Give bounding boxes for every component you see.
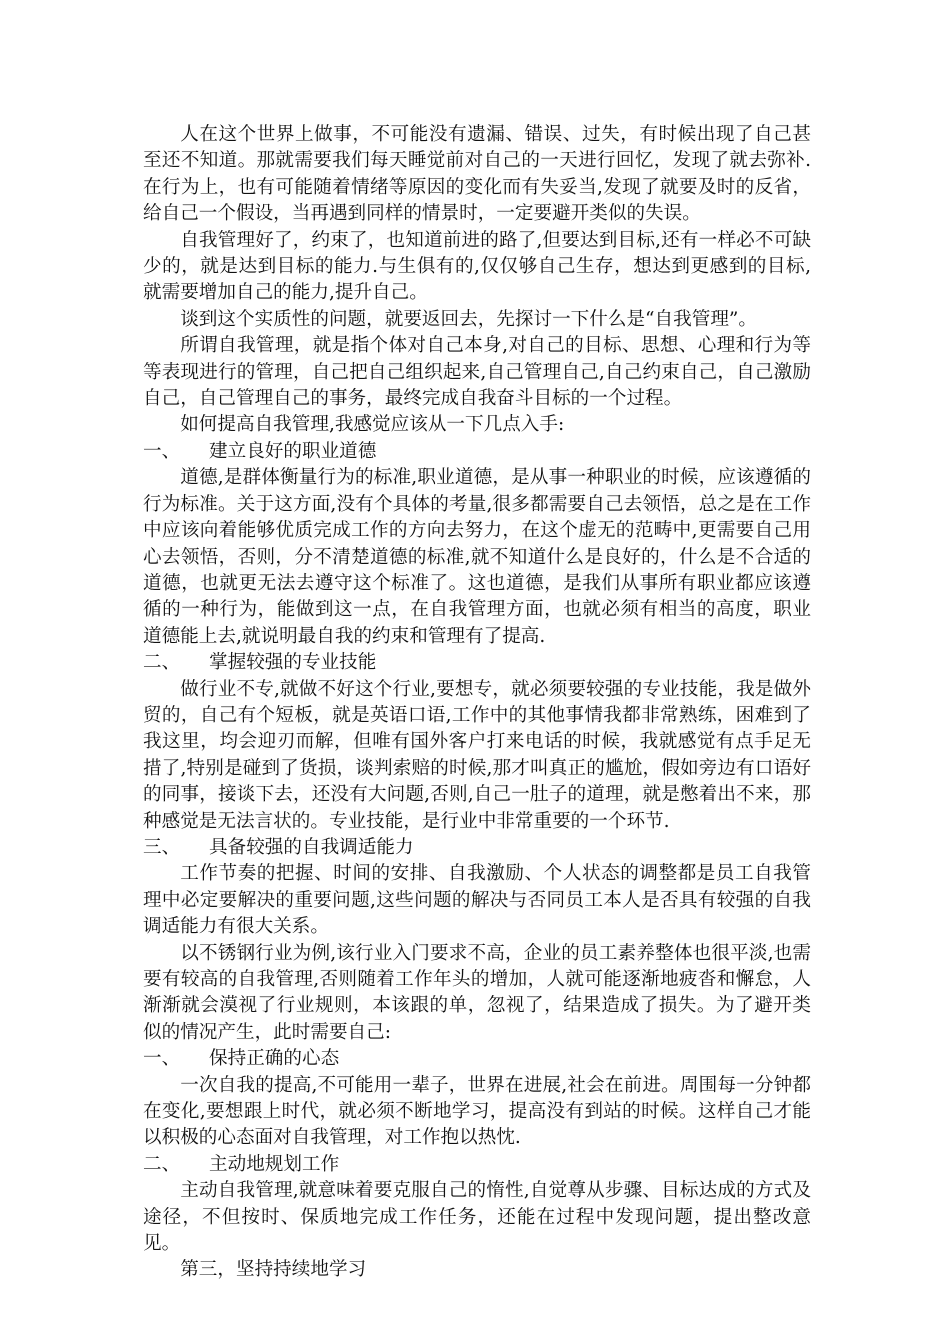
section-number: 一、 [143,1048,181,1070]
section-heading [143,650,811,676]
paragraph: 主动自我管理,就意味着要克服自己的惰性,自觉尊从步骤、目标达成的方式及途径，不但按时、保质地完成工作任务，还能在过程中发现问题，提出整改意见。 [143,1180,811,1255]
paragraph: 道德,是群体衡量行为的标准,职业道德，是从事一种职业的时候，应该遵循的行为标准。关于这方面,没有个具体的考量,很多都需要自己去领悟，总之是在工作中应该向着能够优质完成工作的方向去努力，在这个虚无的范畴中,更需要自己用心去领悟，否则，分不清楚道德的标准,就不知道什么是良好的，什么是不合适的道德，也就更无法去遵守这个标准了。这也道德，是我们从事所有职业都应该遵循的一种行为，能做到这一点，在自我管理方面，也就必须有相当的高度，职业道德能上去,就说明最自我的约束和管理有了提高. [143,467,811,647]
section-heading [143,439,811,465]
section-number: 一、 [143,440,181,462]
section-title: 主动地规划工作 [209,1153,340,1175]
paragraph: 工作节奏的把握、时间的安排、自我激励、个人状态的调整都是员工自我管理中必定要解决的重要问题,这些问题的解决与否同员工本人是否具有较强的自我调适能力有很大关系。 [143,863,811,938]
section-number: 二、 [143,1153,181,1175]
paragraph: 一次自我的提高,不可能用一辈子，世界在进展,社会在前进。周围每一分钟都在变化,要想跟上时代，就必须不断地学习，提高没有到站的时候。这样自己才能以积极的心态面对自我管理，对工作抱以热忱. [143,1074,811,1149]
paragraph: 如何提高自我管理,我感觉应该从一下几点入手: [180,414,565,436]
section-heading [143,1046,811,1072]
section-title: 保持正确的心态 [209,1048,340,1070]
paragraph: 以不锈钢行业为例,该行业入门要求不高，企业的员工素养整体也很平淡,也需要有较高的自我管理,否则随着工作年头的增加，人就可能逐渐地疲沓和懈怠，人渐渐就会漠视了行业规则，本该跟的单，忽视了，结果造成了损失。为了避开类似的情况产生，此时需要自己: [143,942,811,1043]
paragraph: 人在这个世界上做事，不可能没有遗漏、错误、过失，有时候出现了自己甚至还不知道。那就需要我们每天睡觉前对自己的一天进行回忆，发现了就去弥补.在行为上，也有可能随着情绪等原因的变化而有失妥当,发现了就要及时的反省，给自己一个假设，当再遇到同样的情景时，一定要避开类似的失误。 [143,124,811,225]
section-heading [143,835,811,861]
paragraph: 做行业不专,就做不好这个行业,要想专，就必须要较强的专业技能，我是做外贸的，自己有个短板，就是英语口语,工作中的其他事情我都非常熟练，困难到了我这里，均会迎刃而解，但唯有国外客户打来电话的时候，我就感觉有点手足无措了,特别是碰到了货损，谈判索赔的时候,那才叫真正的尴尬，假如旁边有口语好的同事，接谈下去，还没有大问题,否则,自己一肚子的道理，就是憋着出不来，那种感觉是无法言状的。专业技能，是行业中非常重要的一个环节. [143,678,811,832]
section-title: 具备较强的自我调适能力 [209,836,414,858]
section-number: 三、 [143,836,181,858]
paragraph: 谈到这个实质性的问题，就要返回去，先探讨一下什么是“自我管理”。 [180,308,758,330]
section-heading [143,1152,811,1178]
paragraph: 第三，坚持持续地学习 [180,1259,367,1281]
paragraph: 自我管理好了，约束了，也知道前进的路了,但要达到目标,还有一样必不可缺少的，就是达到目标的能力.与生俱有的,仅仅够自己生存，想达到更感到的目标,就需要增加自己的能力,提升自己。 [143,229,811,304]
section-title: 掌握较强的专业技能 [209,652,377,674]
section-title: 建立良好的职业道德 [209,440,377,462]
document-body [143,122,811,1284]
section-number: 二、 [143,652,181,674]
paragraph: 所谓自我管理，就是指个体对自己本身,对自己的目标、思想、心理和行为等等表现进行的管理，自己把自己组织起来,自己管理自己,自己约束自己，自己激励自己，自己管理自己的事务，最终完成自我奋斗目标的一个过程。 [143,335,811,410]
